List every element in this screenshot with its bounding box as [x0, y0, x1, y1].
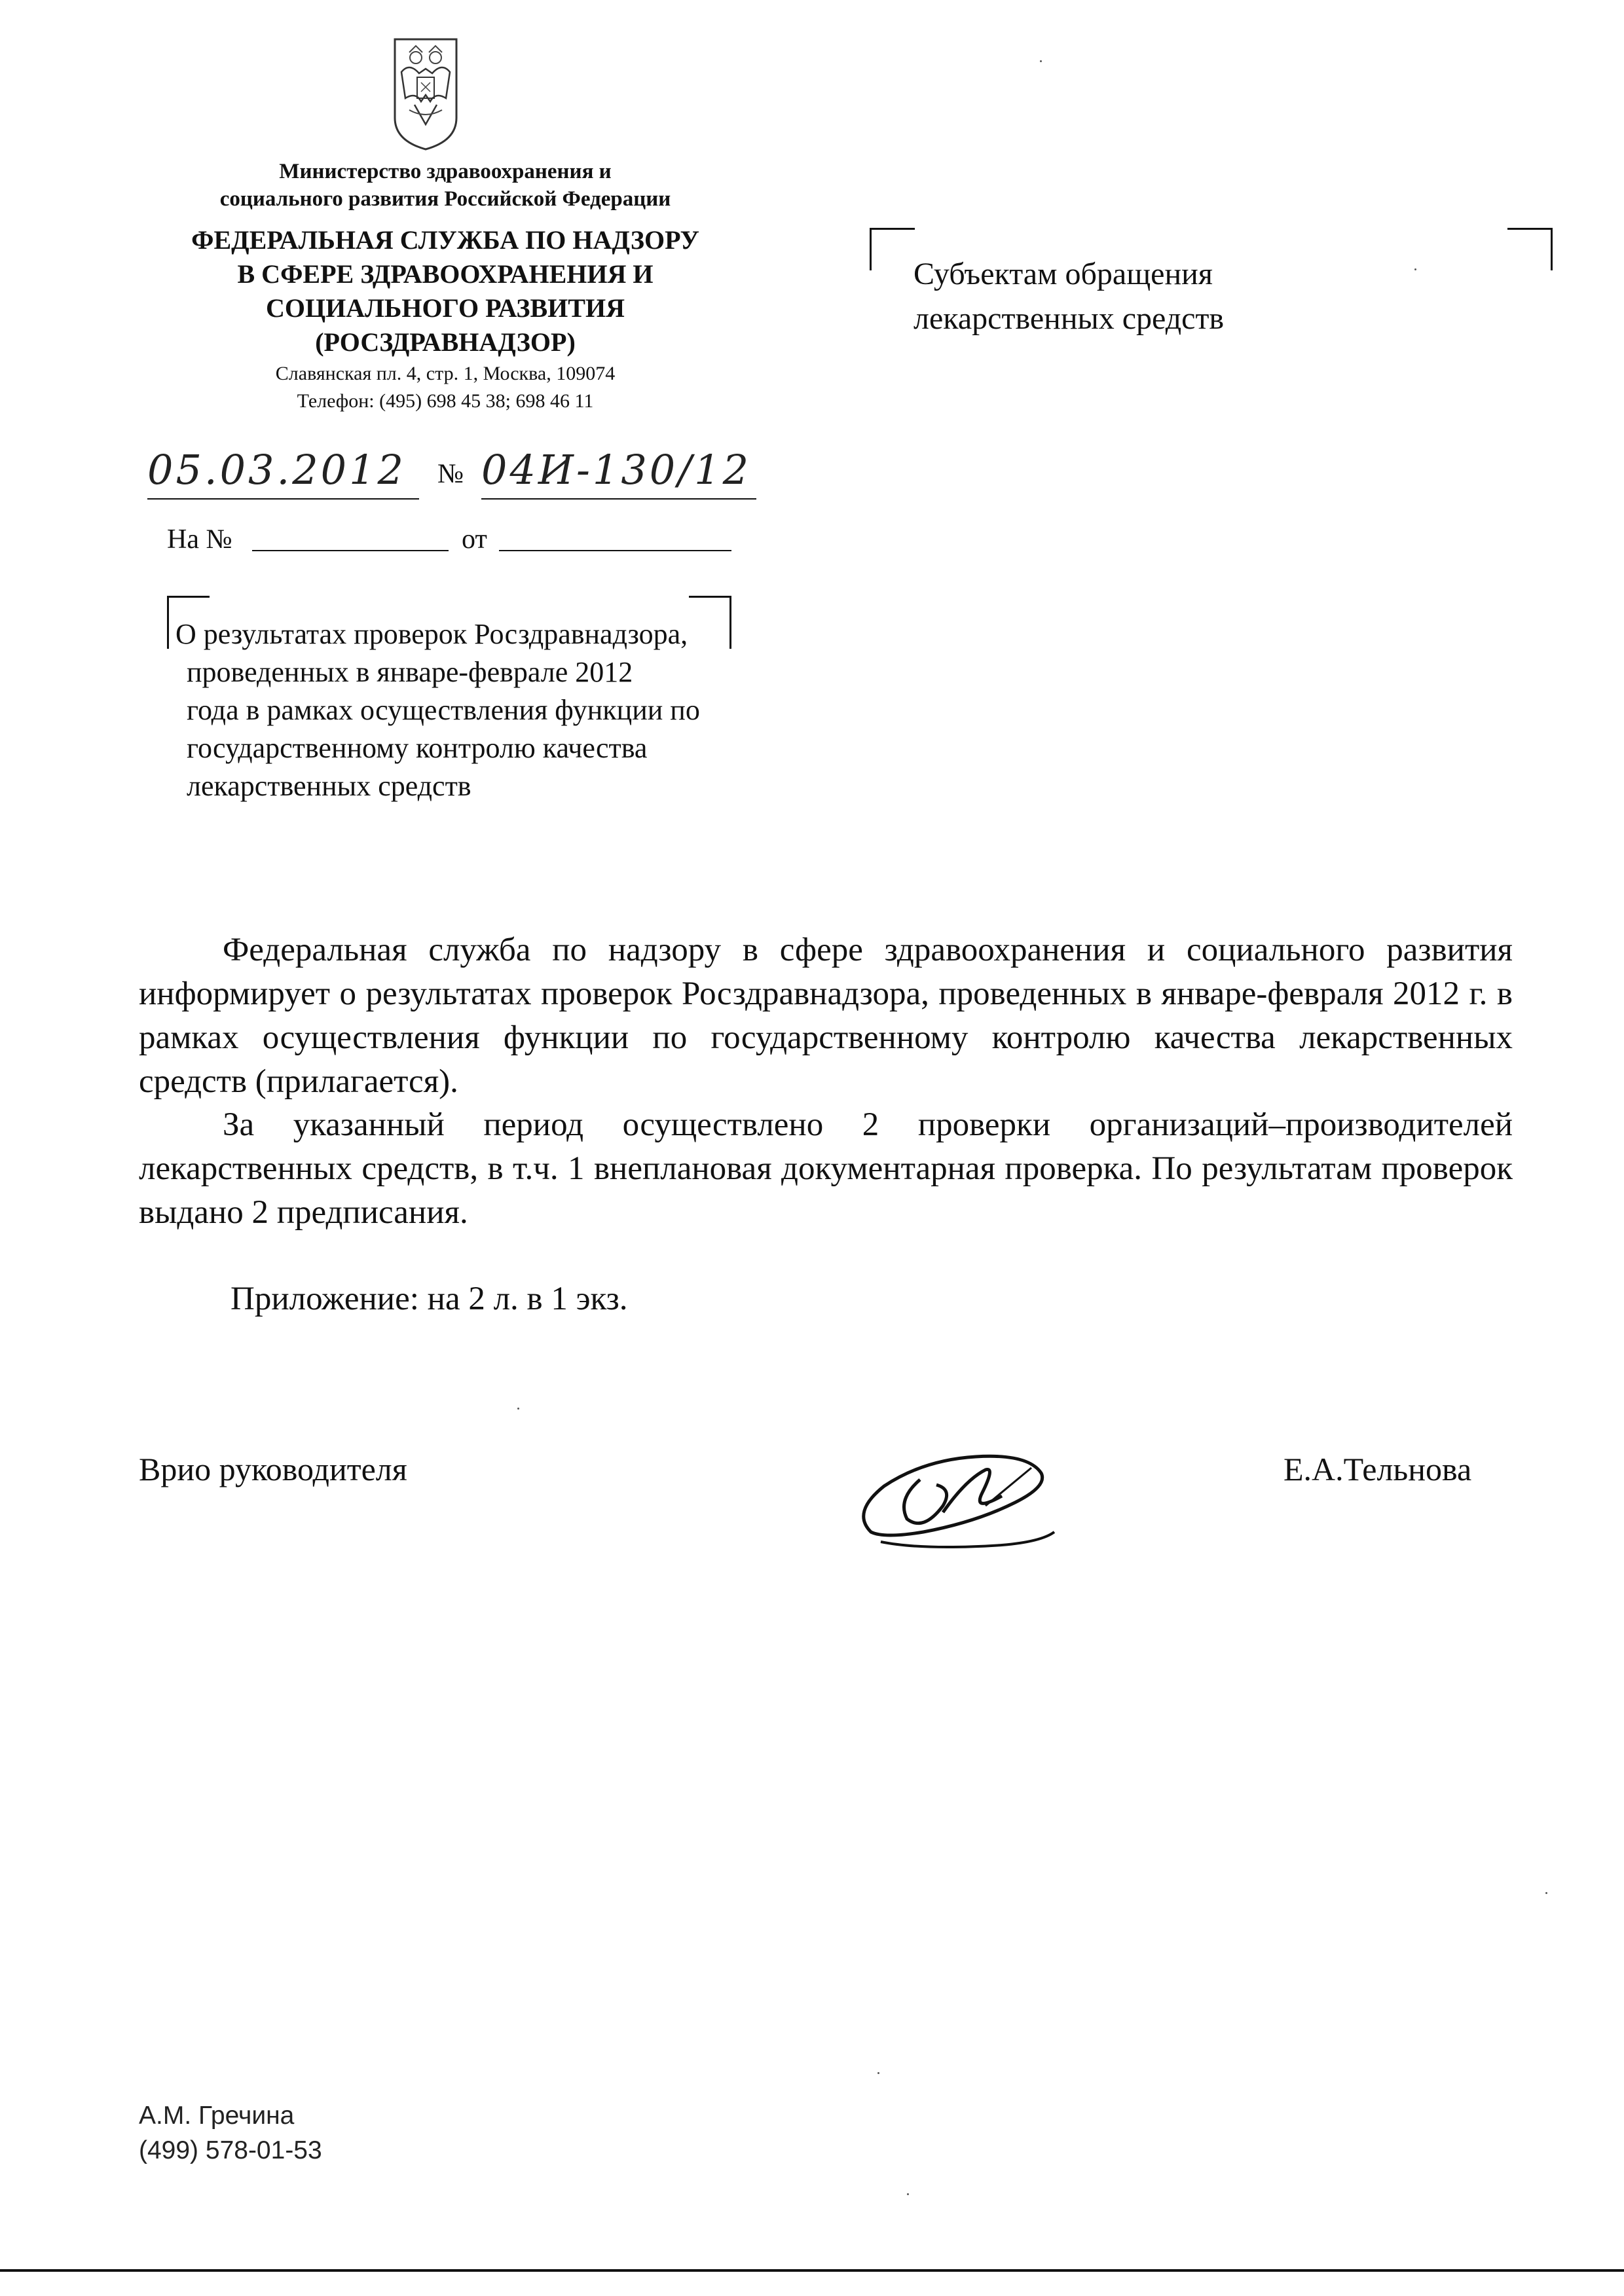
body-paragraph-1: Федеральная служба по надзору в сфере здравоохранения и социального развития информирует о результатах проверок Росздравнадзора, проведенных в январе-февраля 2012 г. в рамках осуществления функции по государственному контролю качества лекарственных средств (прилагается).	[139, 932, 1513, 1100]
subject-line5: лекарственных средств	[187, 770, 471, 802]
ministry-name-line2: социального развития Российской Федерации	[219, 187, 671, 211]
subject-line4: государственному контролю качества	[187, 732, 648, 764]
body-paragraph-2: За указанный период осуществлено 2 проверки организаций–производителей лекарственных средств, в т.ч. 1 внеплановая документарная проверка. По результатам проверок выдано 2 предписания.	[139, 1106, 1513, 1231]
registration-date: 05.03.2012	[147, 442, 419, 500]
signer-position: Врио руководителя	[139, 1451, 407, 1487]
reference-date-label: от	[462, 524, 487, 555]
reference-number-label: На №	[167, 524, 232, 555]
reference-number-line	[252, 550, 449, 551]
scan-speck	[1414, 268, 1416, 270]
executor-name: А.М. Гречина	[139, 2102, 295, 2130]
service-name-line1: ФЕДЕРАЛЬНАЯ СЛУЖБА ПО НАДЗОРУ	[191, 225, 699, 255]
addressee-line2: лекарственных средств	[913, 301, 1225, 336]
subject-line3: года в рамках осуществления функции по	[187, 694, 700, 726]
service-name-line3: СОЦИАЛЬНОГО РАЗВИТИЯ	[266, 293, 625, 323]
footer-rule	[0, 2269, 1624, 2272]
reference-date-line	[499, 550, 731, 551]
attachment-note: Приложение: на 2 л. в 1 экз.	[231, 1281, 628, 1317]
subject-line1: О результатах проверок Росздравнадзора,	[175, 618, 688, 650]
signer-name: Е.А.Тельнова	[1283, 1451, 1472, 1487]
scan-speck	[877, 2072, 879, 2074]
addressee-line1: Субъектам обращения	[913, 257, 1213, 291]
service-name-line2: В СФЕРЕ ЗДРАВООХРАНЕНИЯ И	[237, 259, 654, 289]
number-sign: №	[437, 459, 464, 489]
ministry-name-line1: Министерство здравоохранения и	[279, 160, 612, 183]
scan-speck	[1040, 60, 1042, 62]
handwritten-signature	[845, 1434, 1067, 1565]
registration-number: 04И-130/12	[481, 442, 756, 500]
subject-bracket-right	[689, 596, 731, 649]
coat-of-arms-icon	[390, 33, 462, 151]
executor-phone: (499) 578-01-53	[139, 2136, 322, 2164]
scan-speck	[907, 2193, 909, 2195]
scan-speck	[1545, 1892, 1547, 1894]
service-phone: Телефон: (495) 698 45 38; 698 46 11	[297, 390, 594, 412]
scan-speck	[517, 1408, 519, 1410]
addressee-bracket-right	[1507, 228, 1553, 270]
subject-line2: проведенных в январе-феврале 2012	[187, 656, 633, 688]
service-name-line4: (РОСЗДРАВНАДЗОР)	[315, 327, 576, 357]
service-address: Славянская пл. 4, стр. 1, Москва, 109074	[275, 363, 616, 384]
addressee-bracket-left	[870, 228, 915, 270]
